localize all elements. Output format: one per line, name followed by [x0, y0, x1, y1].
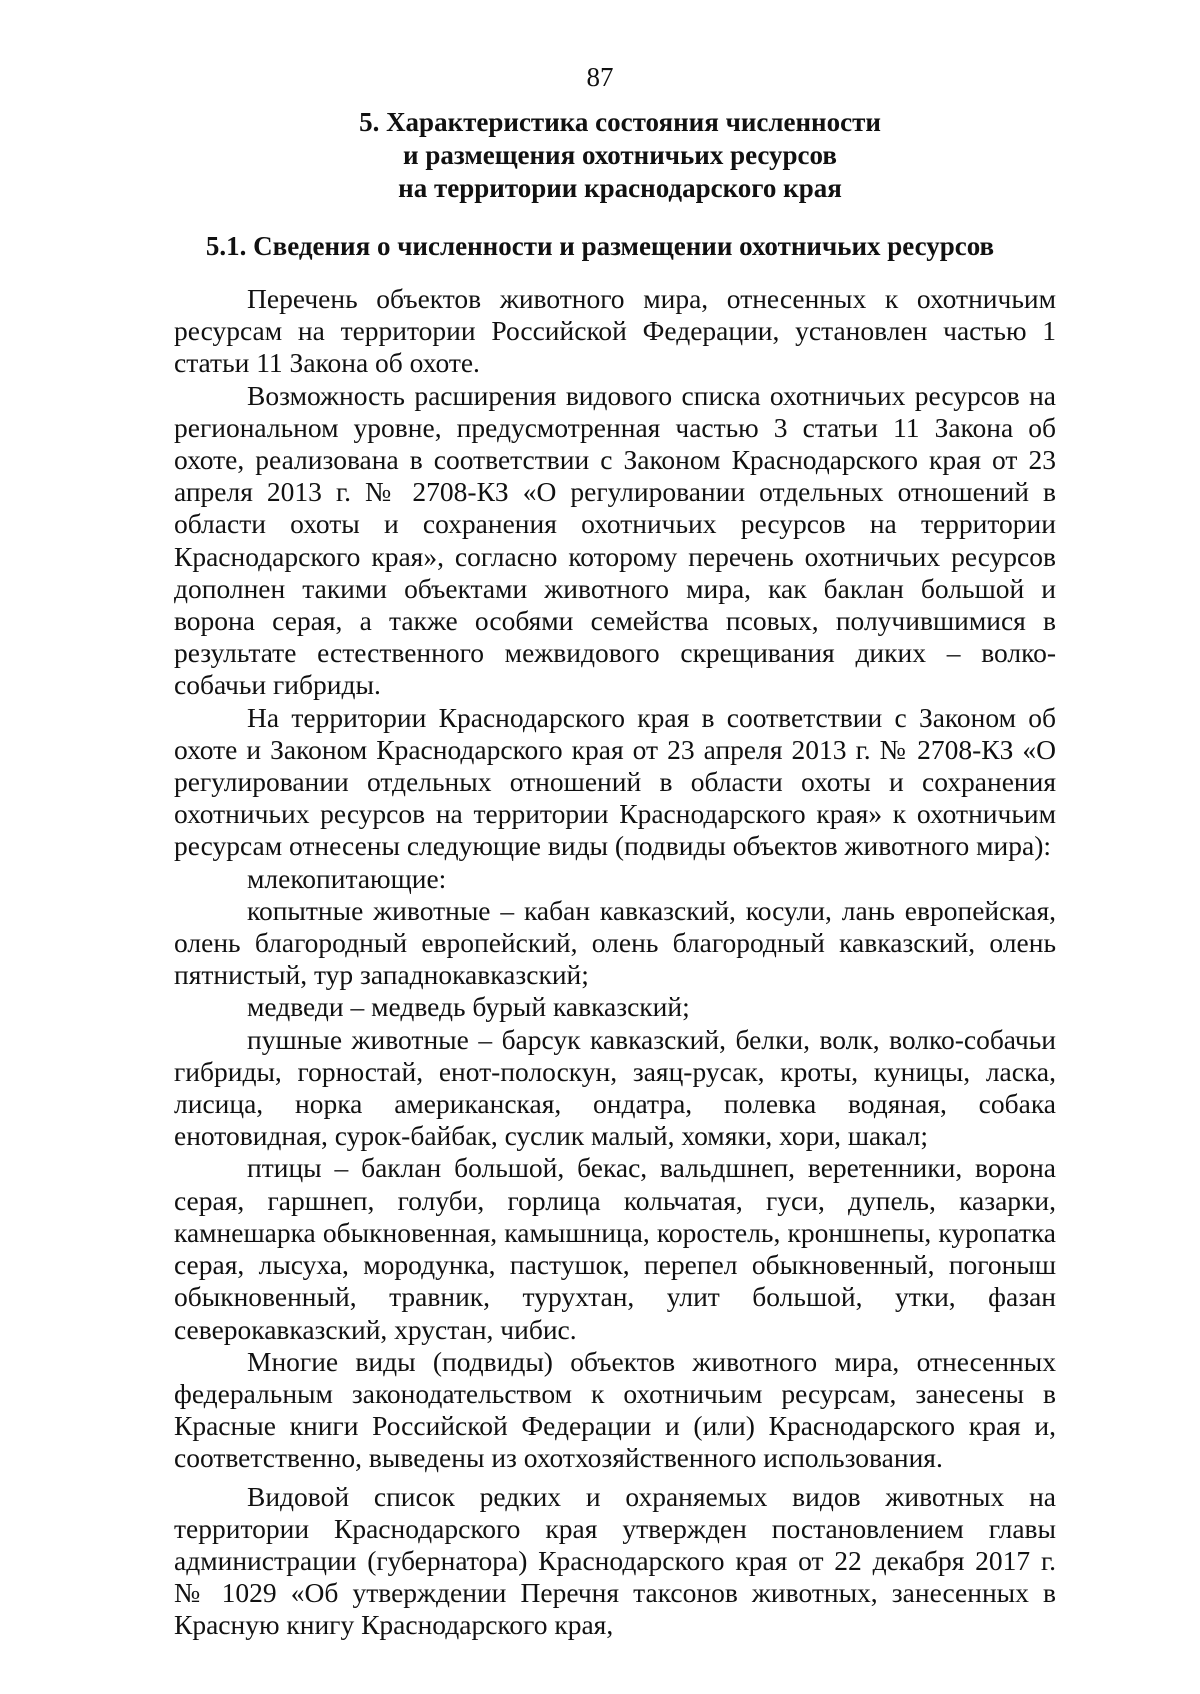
paragraph-fur-animals: пушные животные – барсук кавказский, белки, волк, волко-собачьи гибриды, горностай, енот-полоскун, заяц-русак, кроты, куницы, ласка, лисица, норка американская, ондатра, полевка водяная, собака енотовидная, сурок-байбак, суслик малый, хомяки, хори, шакал; [174, 1023, 1056, 1152]
paragraph-ungulates: копытные животные – кабан кавказский, косули, лань европейская, олень благородный европейский, олень благородный кавказский, олень пятнистый, тур западнокавказский; [174, 894, 1056, 991]
paragraph-krasnodar-resources: На территории Краснодарского края в соответствии с Законом об охоте и Законом Краснодарского края от 23 апреля 2013 г. № 2708-КЗ «О регулировании отдельных отношений в области охоты и сохранения охотничьих ресурсов на территории Краснодарского края» к охотничьим ресурсам отнесены следующие виды (подвиды объектов животного мира): [174, 701, 1056, 862]
paragraph-species-list-intro: Перечень объектов животного мира, отнесенных к охотничьим ресурсам на территории Российской Федерации, установлен частью 1 статьи 11 Закона об охоте. [174, 283, 1056, 379]
subsection-title: 5.1. Сведения о численности и размещении охотничьих ресурсов [205, 231, 995, 261]
paragraph-regional-expansion: Возможность расширения видового списка охотничьих ресурсов на региональном уровне, предусмотренная частью 3 статьи 11 Закона об охоте, реализована в соответствии с Законом Краснодарского края от 23 апреля 2013 г. № 2708-КЗ «О регулировании отдельных отношений в области охоты и сохранения охотничьих ресурсов на территории Краснодарского края», согласно которому перечень охотничьих ресурсов дополнен такими объектами животного мира, как баклан большой и ворона серая, а также особями семейства псовых, получившимися в результате естественного межвидового скрещивания диких – волко-собачьи гибриды. [174, 379, 1056, 701]
section-title-line-1: 5. Характеристика состояния численности [359, 107, 881, 137]
section-title-line-3: на территории краснодарского края [398, 173, 842, 203]
paragraph-bears: медведи – медведь бурый кавказский; [247, 991, 690, 1023]
paragraph-mammals: млекопитающие: [247, 862, 447, 894]
paragraph-red-book: Многие виды (подвиды) объектов животного мира, отнесенных федеральным законодательством к охотничьим ресурсам, занесены в Красные книги Российской Федерации и (или) Краснодарского края и, соответственно, выведены из охотхозяйственного использования. [174, 1345, 1056, 1474]
section-title [200, 106, 1040, 205]
section-title-line-2: и размещения охотничьих ресурсов [403, 140, 837, 170]
document-body [174, 283, 1056, 1642]
page-number: 87 [586, 62, 614, 92]
paragraph-birds: птицы – баклан большой, бекас, вальдшнеп, веретенники, ворона серая, гаршнеп, голуби, горлица кольчатая, гуси, дупель, казарки, камнешарка обыкновенная, камышница, коростель, кроншнепы, куропатка серая, лысуха, мородунка, пастушок, перепел обыкновенный, погоныш обыкновенный, травник, турухтан, улит большой, утки, фазан северокавказский, хрустан, чибис. [174, 1152, 1056, 1345]
paragraph-rare-species: Видовой список редких и охраняемых видов животных на территории Краснодарского края утвержден постановлением главы администрации (губернатора) Краснодарского края от 22 декабря 2017 г. № 1029 «Об утверждении Перечня таксонов животных, занесенных в Красную книгу Краснодарского края, [174, 1480, 1056, 1641]
